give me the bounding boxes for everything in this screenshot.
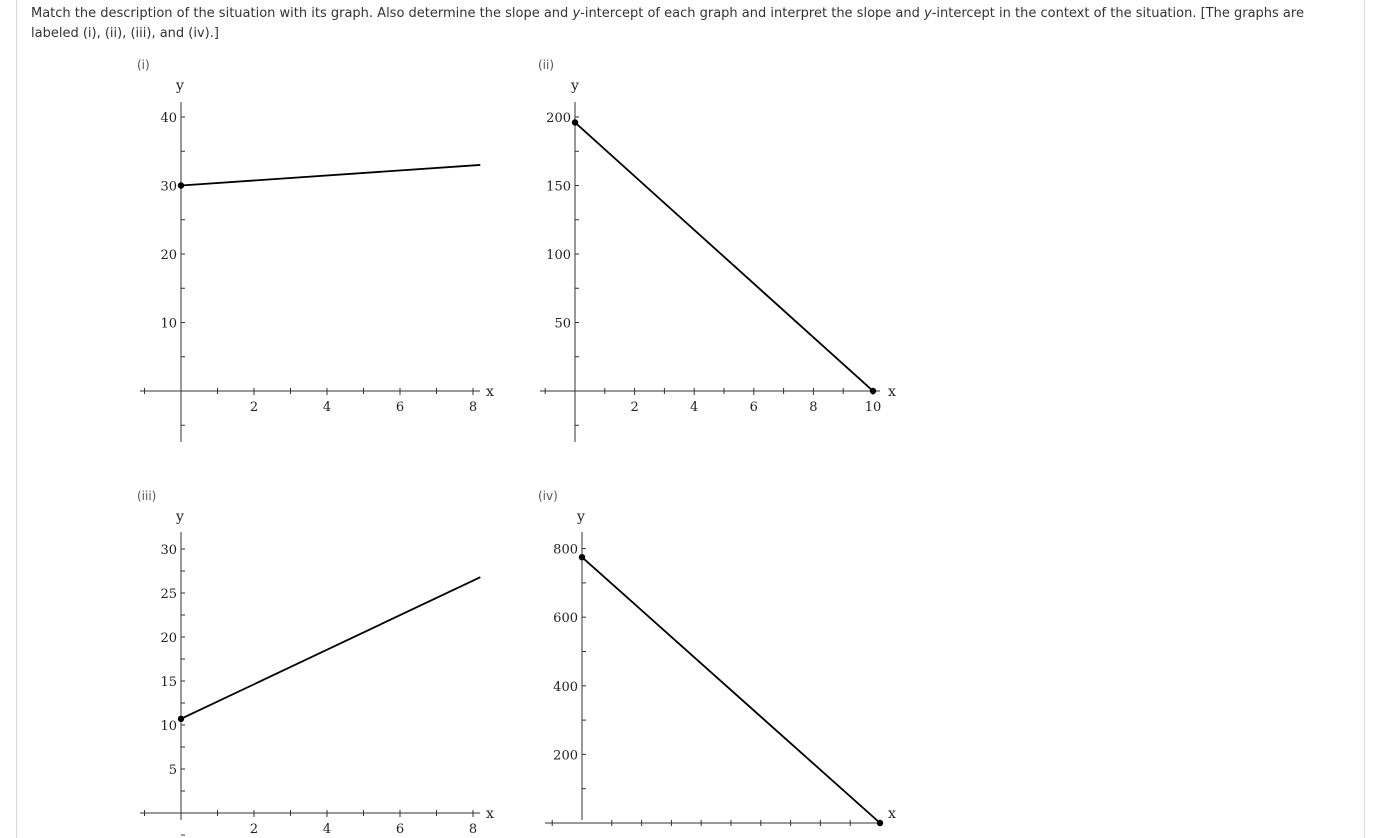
y-tick-label-i: 40 [160, 111, 177, 126]
x-tick-label-ii: 2 [630, 400, 639, 415]
y-tick-label-ii: 200 [546, 111, 571, 126]
graph-label-i: (i) [137, 58, 150, 72]
prompt-y-1: y [572, 6, 581, 21]
series-line-iv [582, 557, 880, 823]
y-tick-label-ii: 150 [546, 179, 571, 195]
x-tick-label-ii: 10 [864, 400, 882, 415]
graph-label-ii: (ii) [538, 58, 555, 72]
y-axis-label-iii: y [176, 509, 184, 525]
y-tick-label-i: 30 [160, 179, 177, 195]
y-tick-label-i: 10 [160, 316, 177, 332]
x-tick-label-iii: 8 [468, 822, 478, 837]
x-tick-label-iii: 6 [395, 822, 405, 837]
y-tick-label-ii: 50 [554, 316, 571, 332]
data-point-iv [877, 820, 883, 826]
y-axis-label-i: y [176, 78, 184, 94]
y-tick-label-iv: 400 [553, 679, 578, 695]
x-tick-label-iii: 4 [322, 822, 332, 837]
graph-label-iii: (iii) [137, 489, 157, 503]
x-tick-label-i: 2 [249, 400, 259, 415]
data-point-i [178, 182, 184, 188]
x-axis-label-ii: x [888, 384, 896, 400]
x-tick-label-i: 4 [322, 400, 332, 415]
x-tick-label-i: 8 [468, 400, 478, 415]
y-axis-label-ii: y [571, 78, 579, 94]
data-point-iii [178, 716, 184, 722]
y-tick-label-iv: 800 [553, 542, 578, 558]
x-tick-label-ii: 8 [809, 400, 818, 415]
x-axis-label-iii: x [486, 806, 494, 822]
y-tick-label-iv: 200 [553, 748, 578, 764]
y-tick-label-iii: 25 [160, 587, 177, 602]
prompt-y-2: y [924, 6, 932, 21]
x-tick-label-ii: 6 [749, 400, 758, 415]
y-tick-label-iv: 600 [553, 611, 578, 627]
x-axis-label-iv: x [888, 806, 896, 822]
data-point-ii [572, 119, 578, 125]
y-tick-label-iii: 20 [160, 631, 177, 646]
prompt-text-2: -intercept of each graph and interpret the slope and [580, 6, 924, 21]
y-tick-label-iii: 15 [160, 675, 177, 690]
series-line-iii [181, 577, 480, 719]
x-tick-label-ii: 4 [690, 400, 699, 415]
series-line-ii [575, 122, 873, 391]
y-tick-label-i: 20 [160, 248, 177, 263]
y-tick-label-iii: 30 [160, 543, 177, 558]
y-tick-label-iii: 10 [160, 719, 177, 734]
x-axis-label-i: x [486, 384, 494, 400]
prompt-text-3: -intercept in the context of the situation. [The graphs are labeled (i), (ii), (iii), and (iv).] [31, 6, 1304, 41]
graph-label-iv: (iv) [538, 489, 558, 503]
y-axis-label-iv: y [577, 509, 585, 525]
series-line-i [181, 165, 480, 186]
data-point-iv [579, 554, 585, 560]
x-tick-label-iii: 2 [249, 822, 259, 837]
x-tick-label-i: 6 [395, 400, 405, 415]
prompt-text-1: Match the description of the situation with its graph. Also determine the slope and [31, 6, 573, 21]
data-point-ii [870, 388, 876, 394]
y-tick-label-ii: 100 [546, 248, 571, 263]
y-tick-label-iii: 5 [168, 763, 177, 778]
